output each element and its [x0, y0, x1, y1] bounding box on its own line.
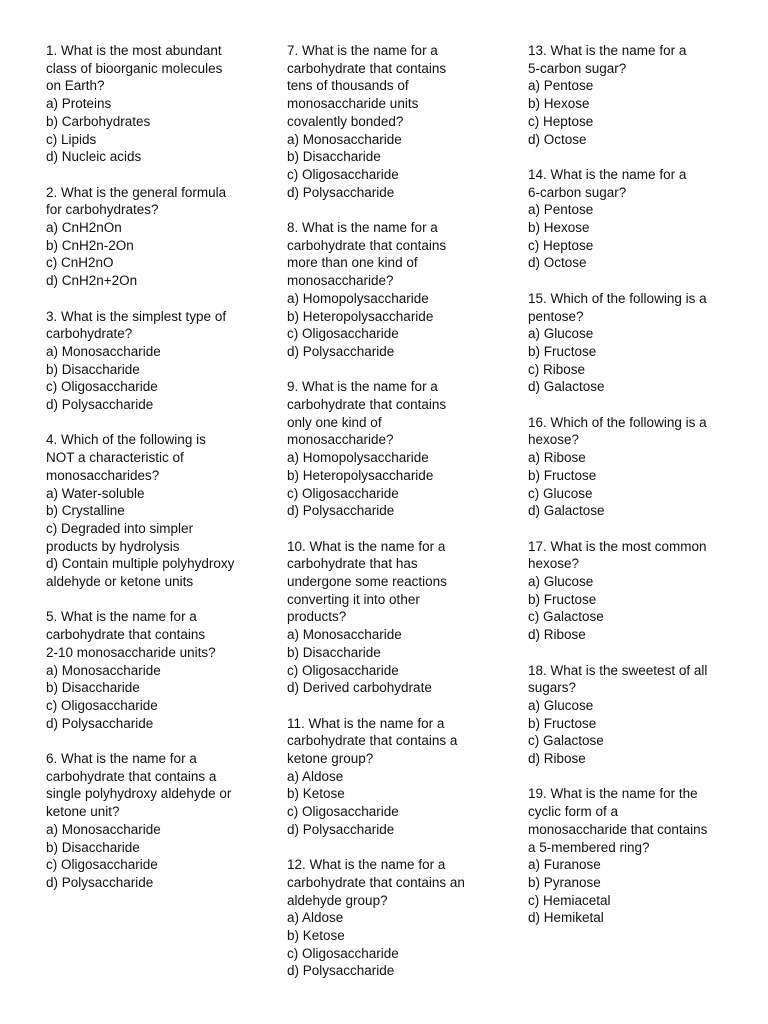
answer-option: c) Degraded into simpler — [46, 520, 194, 536]
answer-option: b) Hexose — [528, 96, 590, 112]
question-text: carbohydrate that contains a — [287, 733, 458, 749]
question-text: undergone some reactions — [287, 574, 447, 590]
answer-option: c) CnH2nO — [46, 255, 114, 271]
answer-option: c) Oligosaccharide — [287, 804, 399, 820]
question-text: monosaccharide that contains — [528, 821, 708, 837]
answer-option: b) Ketose — [287, 928, 345, 944]
answer-option: d) Galactose — [528, 379, 605, 395]
question-text: monosaccharide? — [287, 273, 394, 289]
question-text: monosaccharide units — [287, 96, 419, 112]
answer-option: b) Hexose — [528, 220, 590, 236]
answer-option: d) Polysaccharide — [287, 503, 395, 519]
question-text: 2. What is the general formula — [46, 184, 227, 200]
answer-option: b) Disaccharide — [287, 644, 381, 660]
answer-option: b) Pyranose — [528, 874, 601, 890]
question-text: pentose? — [528, 308, 584, 324]
answer-option: products by hydrolysis — [46, 538, 180, 554]
answer-option: d) Hemiketal — [528, 910, 604, 926]
question-text: 5. What is the name for a — [46, 609, 197, 625]
answer-option: d) Octose — [528, 131, 587, 147]
question-text: 19. What is the name for the — [528, 786, 698, 802]
answer-option: c) Oligosaccharide — [287, 485, 399, 501]
question-text: class of bioorganic molecules — [46, 60, 223, 76]
answer-option: b) Disaccharide — [46, 680, 140, 696]
question-text: 16. Which of the following is a — [528, 414, 707, 430]
question-text: 2-10 monosaccharide units? — [46, 644, 216, 660]
answer-option: c) Lipids — [46, 131, 97, 147]
column-2 — [287, 42, 511, 998]
answer-option: a) Monosaccharide — [287, 627, 402, 643]
question-text: converting it into other — [287, 591, 420, 607]
question-block — [287, 219, 511, 361]
answer-option: d) Ribose — [528, 751, 586, 767]
question-text: on Earth? — [46, 78, 105, 94]
question-text: 13. What is the name for a — [528, 43, 687, 58]
question-block — [46, 42, 268, 166]
answer-option: c) Oligosaccharide — [46, 379, 158, 395]
question-block — [46, 308, 268, 414]
question-block — [528, 290, 750, 396]
answer-option: d) Nucleic acids — [46, 149, 142, 165]
question-text: ketone unit? — [46, 804, 120, 820]
question-text: carbohydrate that contains a — [46, 768, 217, 784]
answer-option: d) Polysaccharide — [287, 184, 395, 200]
question-block — [46, 431, 268, 590]
question-text: 9. What is the name for a — [287, 379, 438, 395]
answer-option: c) Galactose — [528, 609, 604, 625]
answer-option: a) Monosaccharide — [46, 343, 161, 359]
question-text: 18. What is the sweetest of all — [528, 662, 708, 678]
answer-option: a) Aldose — [287, 910, 344, 926]
question-text: 5-carbon sugar? — [528, 60, 627, 76]
answer-option: c) Oligosaccharide — [287, 166, 399, 182]
question-block — [528, 42, 750, 148]
question-text: aldehyde group? — [287, 892, 388, 908]
question-text: single polyhydroxy aldehyde or — [46, 786, 232, 802]
question-text: 15. Which of the following is a — [528, 290, 707, 306]
answer-option: a) Pentose — [528, 202, 594, 218]
question-text: 12. What is the name for a — [287, 857, 446, 873]
question-text: 17. What is the most common — [528, 538, 707, 554]
answer-option: c) Hemiacetal — [528, 892, 611, 908]
question-text: carbohydrate that contains — [46, 627, 206, 643]
answer-option: b) Fructose — [528, 343, 597, 359]
answer-option: a) Aldose — [287, 768, 344, 784]
question-text: only one kind of — [287, 414, 382, 430]
answer-option: d) Polysaccharide — [287, 821, 395, 837]
answer-option: a) Homopolysaccharide — [287, 290, 429, 306]
answer-option: a) Ribose — [528, 450, 586, 466]
question-text: carbohydrate that contains — [287, 60, 447, 76]
question-text: 10. What is the name for a — [287, 538, 446, 554]
question-text: 6. What is the name for a — [46, 751, 197, 767]
answer-option: c) Ribose — [528, 361, 586, 377]
question-text: 7. What is the name for a — [287, 43, 438, 58]
question-text: carbohydrate that has — [287, 556, 418, 572]
answer-option: a) Monosaccharide — [46, 662, 161, 678]
answer-option: d) Derived carbohydrate — [287, 680, 432, 696]
question-block — [46, 750, 268, 892]
question-text: carbohydrate that contains — [287, 237, 447, 253]
answer-option: b) Ketose — [287, 786, 345, 802]
answer-option: c) Heptose — [528, 113, 594, 129]
answer-option: b) CnH2n-2On — [46, 237, 134, 253]
question-text: carbohydrate that contains — [287, 397, 447, 413]
answer-option: d) Contain multiple polyhydroxy — [46, 556, 235, 572]
question-block — [287, 715, 511, 839]
question-text: tens of thousands of — [287, 78, 409, 94]
answer-option: a) Pentose — [528, 78, 594, 94]
answer-option: a) Proteins — [46, 96, 112, 112]
question-text: 1. What is the most abundant — [46, 43, 222, 58]
question-text: 4. Which of the following is — [46, 432, 206, 448]
answer-option: b) Disaccharide — [46, 839, 140, 855]
column-3 — [528, 42, 750, 945]
answer-option: c) Oligosaccharide — [46, 697, 158, 713]
answer-option: b) Carbohydrates — [46, 113, 151, 129]
question-text: products? — [287, 609, 347, 625]
question-block — [528, 414, 750, 520]
answer-option: a) Water-soluble — [46, 485, 145, 501]
question-block — [528, 785, 750, 927]
question-text: carbohydrate that contains an — [287, 874, 465, 890]
question-block — [287, 856, 511, 980]
answer-option: a) Furanose — [528, 857, 601, 873]
answer-option: b) Crystalline — [46, 503, 125, 519]
answer-option: aldehyde or ketone units — [46, 574, 194, 590]
answer-option: a) Monosaccharide — [287, 131, 402, 147]
question-block — [287, 538, 511, 697]
question-text: hexose? — [528, 556, 580, 572]
question-text: NOT a characteristic of — [46, 450, 184, 466]
answer-option: d) CnH2n+2On — [46, 273, 138, 289]
question-block — [528, 662, 750, 768]
question-text: covalently bonded? — [287, 113, 404, 129]
answer-option: c) Galactose — [528, 733, 604, 749]
answer-option: a) Monosaccharide — [46, 821, 161, 837]
answer-option: b) Fructose — [528, 591, 597, 607]
answer-option: c) Oligosaccharide — [287, 326, 399, 342]
question-block — [46, 184, 268, 290]
answer-option: d) Polysaccharide — [287, 963, 395, 979]
question-text: 8. What is the name for a — [287, 220, 438, 236]
question-text: 6-carbon sugar? — [528, 184, 627, 200]
answer-option: c) Heptose — [528, 237, 594, 253]
answer-option: d) Ribose — [528, 627, 586, 643]
answer-option: a) CnH2nOn — [46, 220, 122, 236]
answer-option: d) Polysaccharide — [287, 343, 395, 359]
answer-option: d) Polysaccharide — [46, 715, 154, 731]
question-text: for carbohydrates? — [46, 202, 159, 218]
column-1 — [46, 42, 268, 909]
question-text: 14. What is the name for a — [528, 166, 687, 182]
question-text: more than one kind of — [287, 255, 418, 271]
answer-option: b) Disaccharide — [287, 149, 381, 165]
answer-option: b) Heteropolysaccharide — [287, 467, 434, 483]
answer-option: d) Polysaccharide — [46, 397, 154, 413]
answer-option: c) Oligosaccharide — [46, 857, 158, 873]
question-block — [287, 42, 511, 201]
question-text: sugars? — [528, 680, 577, 696]
answer-option: b) Heteropolysaccharide — [287, 308, 434, 324]
question-text: 11. What is the name for a — [287, 715, 445, 731]
answer-option: a) Glucose — [528, 574, 594, 590]
answer-option: d) Polysaccharide — [46, 874, 154, 890]
question-text: ketone group? — [287, 751, 374, 767]
answer-option: c) Oligosaccharide — [287, 945, 399, 961]
answer-option: d) Galactose — [528, 503, 605, 519]
question-text: 3. What is the simplest type of — [46, 308, 227, 324]
question-text: monosaccharide? — [287, 432, 394, 448]
answer-option: c) Glucose — [528, 485, 593, 501]
question-block — [528, 538, 750, 644]
question-block — [287, 378, 511, 520]
answer-option: d) Octose — [528, 255, 587, 271]
answer-option: b) Disaccharide — [46, 361, 140, 377]
answer-option: b) Fructose — [528, 467, 597, 483]
question-text: hexose? — [528, 432, 580, 448]
answer-option: a) Glucose — [528, 697, 594, 713]
question-text: monosaccharides? — [46, 467, 160, 483]
question-block — [528, 166, 750, 272]
question-text: cyclic form of a — [528, 804, 619, 820]
question-text: a 5-membered ring? — [528, 839, 650, 855]
answer-option: b) Fructose — [528, 715, 597, 731]
question-block — [46, 608, 268, 732]
answer-option: c) Oligosaccharide — [287, 662, 399, 678]
answer-option: a) Glucose — [528, 326, 594, 342]
question-text: carbohydrate? — [46, 326, 133, 342]
answer-option: a) Homopolysaccharide — [287, 450, 429, 466]
